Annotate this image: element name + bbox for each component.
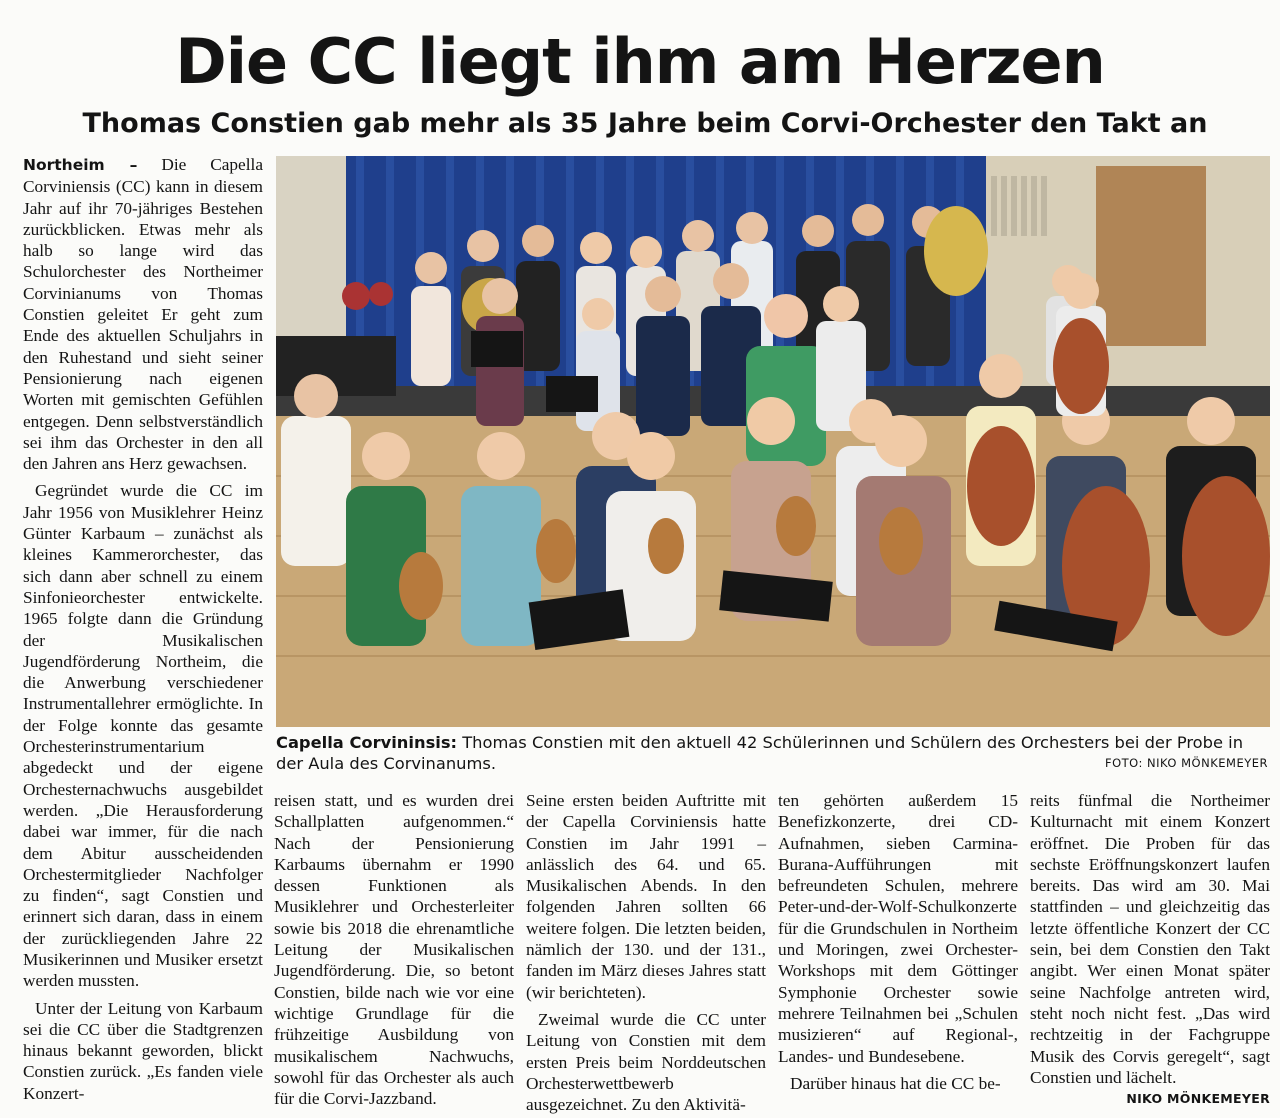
article-column-5 <box>1030 790 1270 1109</box>
photo-credit: FOTO: NIKO MÖNKEMEYER <box>1104 756 1268 770</box>
article-headline: Die CC liegt ihm am Herzen <box>175 25 1105 98</box>
article-column-1 <box>23 154 263 1104</box>
paragraph: Zweimal wurde die CC unter Leitung von Constien mit dem ersten Preis beim Norddeutschen Orchesterwettbewerb ausgezeichnet. Zu den Aktivitä- <box>526 1009 766 1115</box>
orchestra-photo-illustration <box>276 156 1270 727</box>
paragraph: reisen statt, und es wurden drei Schallplatten aufgenommen.“ Nach der Pensionierung Karbaums übernahm er 1990 dessen Funktionen als Musiklehrer und Orchesterleiter sowie bis 2018 die ehrenamtliche Leitung der Musikalischen Jugendförderung. Die, so betont Constien, bilde nach wie vor eine wichtige Grundlage für die frühzeitige Ausbildung von musikalischem Nachwuchs, sowohl für das Orchester als auch für die Corvi-Jazzband. <box>274 791 514 1109</box>
caption-text: Thomas Constien mit den aktuell 42 Schülerinnen und Schülern des Orchesters bei der Probe in der Aula des Corvinanums. <box>276 733 1244 773</box>
article-column-2 <box>274 790 514 1109</box>
paragraph <box>23 154 263 474</box>
article-subheadline: Thomas Constien gab mehr als 35 Jahre beim Corvi-Orchester den Takt an <box>82 108 1208 139</box>
orchestra-photo <box>276 156 1270 727</box>
article-column-3 <box>526 790 766 1115</box>
paragraph: Gegründet wurde die CC im Jahr 1956 von Musiklehrer Heinz Günter Karbaum – zunächst als kleines Kammerorchester, das sich dann aber schnell zu einem Sinfonieorchester entwickelte. 1965 folgte dann die Gründung der Musikalischen Jugendförderung Northeim, die die Anwerbung verschiedener Instrumentallehrer ermöglichte. In der Folge konnte das gesamte Orchesterinstrumentarium abgedeckt und der eigene Orchesternachwuchs ausgebildet werden. „Die Herausforderung dabei war immer, für die nach dem Abitur ausscheidenden Orchestermitglieder Nachfolger zu finden“, sagt Constien und erinnert sich daran, dass in einem der zurückliegenden Jahre 22 Musikerinnen und Musiker ersetzt werden mussten. <box>23 481 263 991</box>
paragraph-text: Die Capella Corviniensis (CC) kann in diesem Jahr auf ihr 70-jähriges Bestehen zurückblicken. Etwas mehr als halb so lange wird das Schulorchester des Northeimer Corvinianums von Thomas Constien geleitet Er geht zum Ende des aktuellen Schuljahrs in den Ruhestand und sieht seiner Pensionierung nach eigenen Worten mit gemischten Gefühlen entgegen. Denn selbstverständlich sei ihm das Orchester in den all den Jahren ans Herz gewachsen. <box>23 155 263 474</box>
paragraph: ten gehörten außerdem 15 Benefizkonzerte, drei CD-Aufnahmen, sieben Carmina-Burana-Aufführungen mit befreundeten Schulen, mehrere Peter-und-der-Wolf-Schulkonzerte für die Grundschulen in Northeim und Moringen, zwei Orchester-Workshops mit dem Göttinger Symphonie Orchester sowie mehrere Teilnahmen bei „Schulen musizieren“ auf Regional-, Landes- und Bundesebene. <box>778 791 1018 1066</box>
paragraph: Seine ersten beiden Auftritte mit der Capella Corviniensis hatte Constien im Jahr 1991 – anlässlich des 64. und 65. Musikalischen Abends. In den folgenden Jahren sollten 66 weitere folgen. Die letzten beiden, nämlich der 130. und der 131., fanden im März dieses Jahres statt (wir berichteten). <box>526 791 766 1002</box>
paragraph <box>1030 790 1270 1107</box>
author-byline: NIKO MÖNKEMEYER <box>1126 1091 1270 1107</box>
article-column-4 <box>778 790 1018 1094</box>
caption-lead: Capella Corvininsis: <box>276 733 458 752</box>
paragraph-text: reits fünfmal die Northeimer Kulturnacht mit einem Konzert eröffnet. Die Proben für das sechste Eröffnungskonzert laufen bereits. Das wird am 30. Mai stattfinden – und gleichzeitig das letzte öffentliche Konzert der CC sein, bei dem Constien den Takt angibt. Wer einen Monat später seine Nachfolge antreten wird, steht noch nicht fest. „Das wird rechtzeitig in der Fachgruppe Musik des Corvis geregelt“, sagt Constien und lächelt. <box>1030 791 1270 1087</box>
paragraph: Darüber hinaus hat die CC be- <box>790 1073 1001 1093</box>
dateline: Northeim – <box>23 156 138 174</box>
paragraph: Unter der Leitung von Karbaum sei die CC über die Stadtgrenzen hinaus bekannt geworden, blickt Constien zurück. „Es fanden viele Konzert- <box>23 998 263 1103</box>
